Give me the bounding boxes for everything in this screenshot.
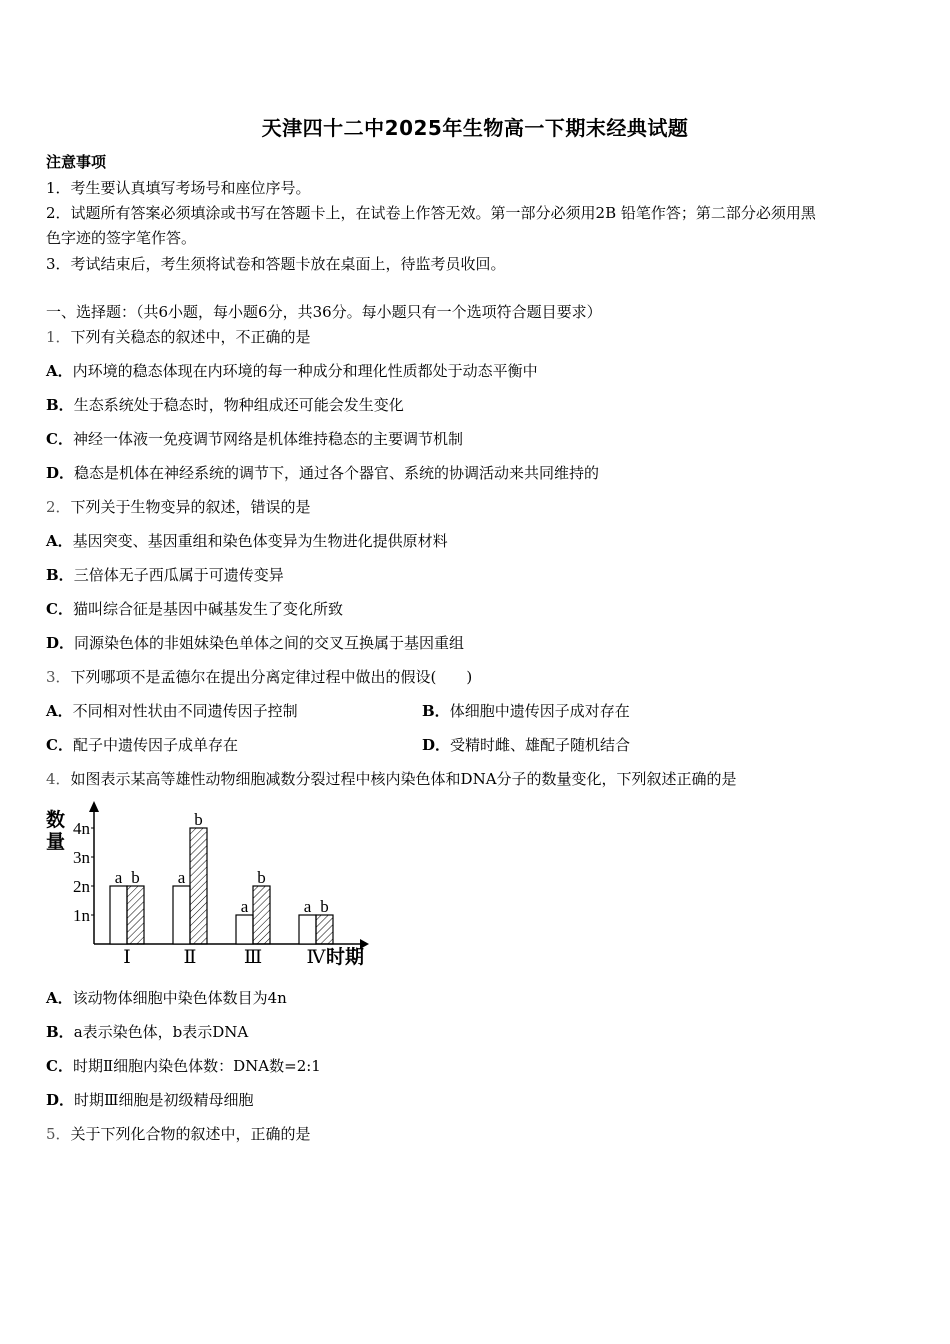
question-1-option-c	[46, 429, 463, 449]
notice-item-1: 1．考生要认真填写考场号和座位序号。	[46, 179, 311, 197]
option-text: 猫叫综合征是基因中碱基发生了变化所致	[72, 600, 343, 618]
option-text: 同源染色体的非姐妹染色单体之间的交叉互换属于基因重组	[74, 634, 465, 652]
question-3-option-row-1	[46, 701, 630, 721]
exam-title: 天津四十二中2025年生物高一下期末经典试题	[261, 116, 689, 140]
question-text: 关于下列化合物的叙述中，正确的是	[70, 1125, 311, 1143]
option-label: C．	[46, 1057, 73, 1075]
question-4-option-b	[46, 1022, 248, 1042]
question-2-option-a	[46, 531, 448, 551]
option-label: D．	[46, 464, 75, 482]
question-5-stem	[46, 1124, 311, 1144]
y-tick-label: 3n	[73, 848, 90, 867]
question-1-option-b	[46, 395, 404, 415]
x-axis-label: 时期	[326, 947, 365, 968]
bar-label-b: b	[194, 810, 203, 829]
option-text: 时期Ⅱ细胞内染色体数：DNA数=2:1	[72, 1057, 321, 1075]
question-number: 4．	[46, 770, 71, 788]
option-label: C．	[46, 736, 73, 754]
bar-label-a: a	[114, 868, 123, 887]
option-text: 稳态是机体在神经系统的调节下，通过各个器官、系统的协调活动来共同维持的	[74, 464, 600, 482]
y-tick-label: 1n	[73, 906, 90, 925]
bar-label-b: b	[320, 897, 329, 916]
option-label: A．	[46, 532, 73, 550]
bar-label-b: b	[131, 868, 140, 887]
option-label: B．	[46, 396, 74, 414]
option-label: B．	[422, 702, 450, 720]
question-text: 下列哪项不是孟德尔在提出分离定律过程中做出的假设( )	[70, 668, 473, 686]
x-tick-label: Ⅰ	[123, 947, 131, 968]
option-text: 内环境的稳态体现在内环境的每一种成分和理化性质都处于动态平衡中	[72, 362, 538, 380]
bar-b	[127, 886, 144, 944]
option-text: 受精时雌、雄配子随机结合	[450, 736, 631, 754]
notice-item-2-cont: 色字迹的签字笔作答。	[46, 229, 197, 247]
question-4-option-c	[46, 1056, 321, 1076]
question-2-stem	[46, 497, 311, 517]
option-label: B．	[46, 566, 74, 584]
bar-a	[299, 915, 316, 944]
question-number: 2．	[46, 498, 71, 516]
question-number: 1．	[46, 328, 71, 346]
x-tick-label: Ⅲ	[243, 947, 263, 968]
option-label: D．	[422, 736, 451, 754]
bar-b	[316, 915, 333, 944]
bar-chart	[42, 798, 382, 973]
question-4-option-d	[46, 1090, 253, 1110]
y-tick-label: 2n	[73, 877, 90, 896]
option-text: 不同相对性状由不同遗传因子控制	[72, 702, 298, 720]
question-number: 3．	[46, 668, 71, 686]
bar-label-a: a	[303, 897, 312, 916]
question-text: 下列关于生物变异的叙述，错误的是	[70, 498, 311, 516]
y-axis-label: 量	[46, 832, 66, 853]
question-1-stem	[46, 327, 311, 347]
option-label: D．	[46, 1091, 75, 1109]
bar-b	[253, 886, 270, 944]
option-text: 神经一体液一免疫调节网络是机体维持稳态的主要调节机制	[72, 430, 463, 448]
option-text: 配子中遗传因子成单存在	[72, 736, 238, 754]
question-4-stem	[46, 769, 737, 789]
question-2-option-b	[46, 565, 284, 585]
option-label: C．	[46, 430, 73, 448]
option-text: 该动物体细胞中染色体数目为4n	[72, 989, 287, 1007]
y-tick-label: 4n	[73, 819, 90, 838]
question-text: 下列有关稳态的叙述中，不正确的是	[70, 328, 311, 346]
bar-a	[236, 915, 253, 944]
bar-label-a: a	[240, 897, 249, 916]
question-3-option-d	[422, 735, 630, 755]
option-text: 三倍体无子西瓜属于可遗传变异	[73, 566, 284, 584]
question-4-option-a	[46, 988, 287, 1008]
option-text: 基因突变、基因重组和染色体变异为生物进化提供原材料	[72, 532, 448, 550]
option-label: C．	[46, 600, 73, 618]
y-axis-arrow	[89, 801, 99, 812]
x-tick-label: Ⅳ	[306, 947, 326, 968]
notice-heading: 注意事项	[46, 153, 107, 171]
question-1-option-d	[46, 463, 599, 483]
bar-a	[110, 886, 127, 944]
option-label: B．	[46, 1023, 74, 1041]
notice-item-3: 3．考试结束后，考生须将试卷和答题卡放在桌面上，待监考员收回。	[46, 255, 506, 273]
bar-a	[173, 886, 190, 944]
notice-item-2: 2．试题所有答案必须填涂或书写在答题卡上，在试卷上作答无效。第一部分必须用2B 铅笔作答；第二部分必须用黑	[46, 204, 816, 222]
option-text: 时期Ⅲ细胞是初级精母细胞	[74, 1091, 254, 1109]
option-label: A．	[46, 989, 73, 1007]
bar-label-b: b	[257, 868, 266, 887]
question-2-option-c	[46, 599, 343, 619]
option-text: a表示染色体，b表示DNA	[73, 1023, 249, 1041]
bar-label-a: a	[177, 868, 186, 887]
question-text: 如图表示某高等雄性动物细胞减数分裂过程中核内染色体和DNA分子的数量变化，下列叙述正确的是	[70, 770, 737, 788]
option-label: A．	[46, 362, 73, 380]
question-3-option-row-2	[46, 735, 631, 755]
option-text: 体细胞中遗传因子成对存在	[449, 702, 630, 720]
option-text: 生态系统处于稳态时，物种组成还可能会发生变化	[73, 396, 404, 414]
bar-b	[190, 828, 207, 944]
section-heading: 一、选择题：（共6小题，每小题6分，共36分。每小题只有一个选项符合题目要求）	[46, 303, 602, 321]
question-1-option-a	[46, 361, 538, 381]
y-axis-label: 数	[46, 810, 66, 831]
question-3-option-b	[422, 701, 630, 721]
x-tick-label: Ⅱ	[183, 947, 197, 968]
question-3-stem	[46, 667, 472, 687]
option-label: A．	[46, 702, 73, 720]
question-number: 5．	[46, 1125, 71, 1143]
question-2-option-d	[46, 633, 464, 653]
option-label: D．	[46, 634, 75, 652]
